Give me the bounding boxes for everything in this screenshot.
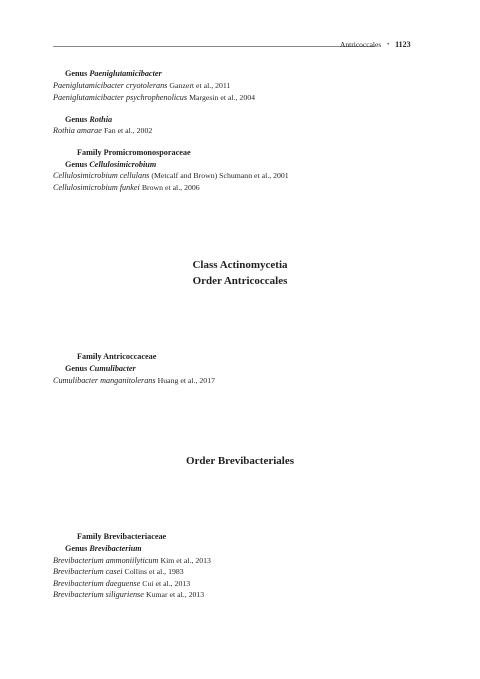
family-name: Family Brevibacteriaceae (77, 532, 167, 541)
header-rule (53, 46, 375, 47)
genus-prefix: Genus (65, 115, 88, 124)
species-line (53, 81, 230, 90)
species-line (53, 171, 289, 180)
species-name: Brevibacterium siliguriense (53, 590, 144, 599)
genus-prefix: Genus (65, 160, 88, 169)
family-name: Family Promicromonosporaceae (77, 148, 191, 157)
species-author: Collins et al., 1983 (124, 567, 184, 576)
genus-name: Paeniglutamicibacter (89, 69, 162, 78)
species-author: Huang et al., 2017 (157, 376, 216, 385)
running-head-title: Antricoccales (340, 40, 382, 49)
genus-prefix: Genus (65, 69, 88, 78)
genus-name: Rothia (89, 115, 113, 124)
class-heading: Class Actinomycetia (192, 259, 288, 271)
genus-name: Cellulosimicrobium (89, 160, 157, 169)
running-head-separator: • (387, 42, 390, 48)
species-author: Cui et al., 2013 (142, 579, 191, 588)
genus-prefix: Genus (65, 364, 88, 373)
genus-name: Brevibacterium (89, 544, 142, 553)
genus-line (65, 364, 136, 373)
species-name: Brevibacterium casei (53, 567, 123, 576)
species-line (53, 567, 184, 576)
family-line (77, 352, 156, 361)
order-heading: Order Brevibacteriales (185, 455, 295, 467)
genus-line (65, 544, 142, 553)
family-name: Family Antricoccaceae (77, 352, 157, 361)
species-line (53, 376, 215, 385)
species-author: Fan et al., 2002 (103, 126, 153, 135)
genus-prefix: Genus (65, 544, 88, 553)
species-line (53, 126, 152, 135)
species-author: Kim et al., 2013 (160, 556, 211, 565)
species-author: Ganzert et al., 2011 (169, 81, 231, 90)
species-name: Paeniglutamicibacter cryotolerans (53, 81, 168, 90)
species-name: Brevibacterium ammoniilyticum (53, 556, 159, 565)
order-heading: Order Antricoccales (192, 275, 288, 287)
species-line (53, 93, 255, 102)
species-author: (Metcalf and Brown) Schumann et al., 2001 (151, 171, 289, 180)
species-line (53, 556, 211, 565)
species-author: Brown et al., 2006 (141, 183, 200, 192)
family-line (77, 532, 166, 541)
genus-line (65, 69, 162, 78)
family-line (77, 148, 191, 157)
running-head (340, 40, 411, 49)
species-line (53, 579, 190, 588)
species-name: Paeniglutamicibacter psychrophenolicus (53, 93, 188, 102)
species-name: Cellulosimicrobium funkei (53, 183, 140, 192)
species-line (53, 590, 204, 599)
genus-line (65, 160, 156, 169)
species-author: Kumar et al., 2013 (145, 590, 205, 599)
species-line (53, 183, 200, 192)
species-name: Cellulosimicrobium cellulans (53, 171, 150, 180)
species-name: Cumulibacter manganitolerans (53, 376, 156, 385)
genus-line (65, 115, 112, 124)
page-number: 1123 (395, 40, 411, 49)
species-author: Margesin et al., 2004 (189, 93, 256, 102)
genus-name: Cumulibacter (89, 364, 136, 373)
species-name: Rothia amarae (53, 126, 102, 135)
species-name: Brevibacterium daeguense (53, 579, 141, 588)
